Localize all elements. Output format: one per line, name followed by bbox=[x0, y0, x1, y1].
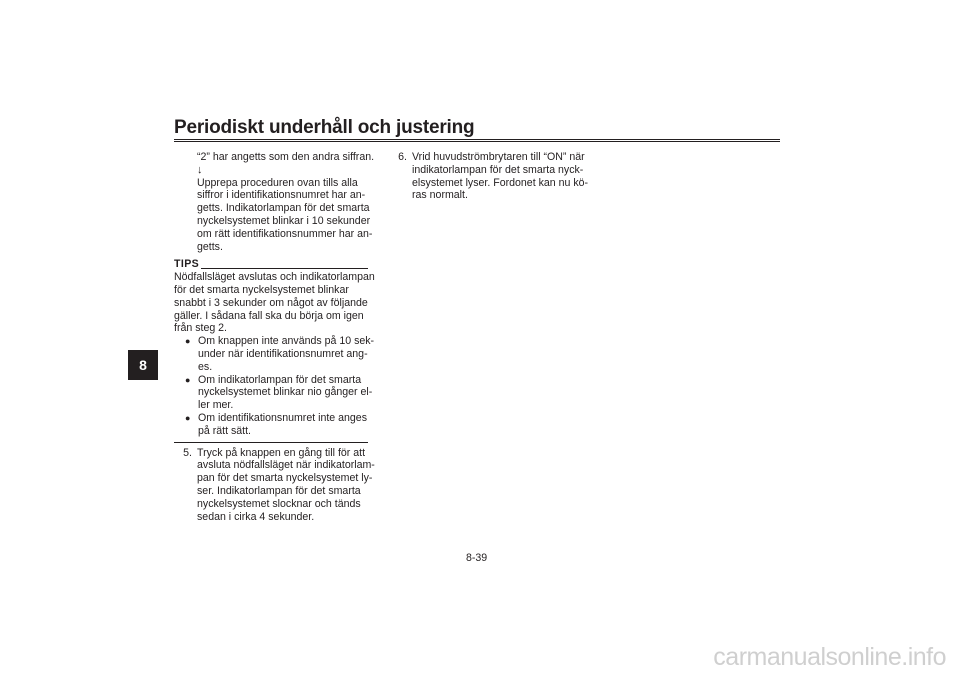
text-line: getts. Indikatorlampan för det smarta bbox=[197, 202, 370, 215]
down-arrow-icon: ↓ bbox=[197, 163, 203, 176]
text-line: es. bbox=[198, 360, 213, 373]
text-line: Om identifikationsnumret inte anges bbox=[198, 411, 367, 424]
page-title: Periodiskt underhåll och justering bbox=[174, 117, 475, 138]
watermark: carmanualsonline.info bbox=[713, 643, 946, 671]
text-line: nyckelsystemet blinkar nio gånger el- bbox=[198, 386, 373, 399]
text-line: siffror i identifikationsnumret har an- bbox=[197, 189, 366, 202]
text-line: ras normalt. bbox=[412, 189, 468, 202]
bullet-icon: ● bbox=[185, 374, 191, 385]
text-line: för det smarta nyckelsystemet blinkar bbox=[174, 283, 349, 296]
text-line: “2” har angetts som den andra siffran. bbox=[197, 151, 375, 163]
text-line: nyckelsystemet blinkar i 10 sekunder bbox=[197, 214, 371, 227]
text-line: ser. Indikatorlampan för det smarta bbox=[197, 484, 361, 497]
header-divider bbox=[174, 139, 780, 142]
text-line: Nödfallsläget avslutas och indikatorlampan bbox=[174, 271, 375, 284]
chapter-tab: 8 bbox=[128, 350, 158, 380]
text-line: sedan i cirka 4 sekunder. bbox=[197, 510, 315, 523]
text-line: från steg 2. bbox=[174, 322, 227, 335]
text-line: getts. bbox=[197, 240, 223, 253]
list-item bbox=[174, 335, 375, 373]
tips-body bbox=[174, 271, 375, 335]
page-number: 8-39 bbox=[466, 552, 488, 564]
step-number: 6. bbox=[398, 151, 407, 163]
text-line: Vrid huvudströmbrytaren till “ON” när bbox=[412, 151, 585, 163]
text-line: nyckelsystemet slocknar och tänds bbox=[197, 497, 361, 510]
text-line: elsystemet lyser. Fordonet kan nu kö- bbox=[412, 176, 589, 189]
text-line: ler mer. bbox=[198, 399, 234, 412]
step-5 bbox=[174, 446, 375, 524]
bullet-icon: ● bbox=[185, 336, 191, 347]
list-item bbox=[174, 412, 368, 438]
text-line: Tryck på knappen en gång till för att bbox=[197, 446, 366, 459]
text-line: pan för det smarta nyckelsystemet ly- bbox=[197, 472, 373, 485]
text-line: gäller. I sådana fall ska du börja om igen bbox=[174, 309, 364, 322]
step-number: 5. bbox=[183, 446, 192, 459]
text-line: på rätt sätt. bbox=[198, 424, 251, 437]
bullet-icon: ● bbox=[185, 412, 191, 423]
tips-end-rule bbox=[174, 442, 368, 443]
text-line: snabbt i 3 sekunder om något av följande bbox=[174, 296, 368, 309]
right-column bbox=[389, 151, 589, 202]
text-line: Om knappen inte används på 10 sek- bbox=[198, 335, 375, 348]
step-6 bbox=[389, 151, 589, 202]
text-line: Om indikatorlampan för det smarta bbox=[198, 373, 362, 386]
tips-heading bbox=[174, 258, 368, 271]
intro-text bbox=[174, 151, 375, 253]
tips-label: TIPS bbox=[174, 258, 200, 271]
text-line: under när identifikationsnumret ang- bbox=[198, 347, 368, 360]
left-column bbox=[174, 151, 375, 523]
tips-rule bbox=[201, 268, 368, 269]
text-line: avsluta nödfallsläget när indikatorlam- bbox=[197, 459, 375, 472]
text-line: Upprepa proceduren ovan tills alla bbox=[197, 176, 358, 189]
text-line: indikatorlampan för det smarta nyck- bbox=[412, 163, 584, 176]
list-item bbox=[174, 373, 373, 412]
text-line: om rätt identifikationsnummer har an- bbox=[197, 227, 373, 240]
